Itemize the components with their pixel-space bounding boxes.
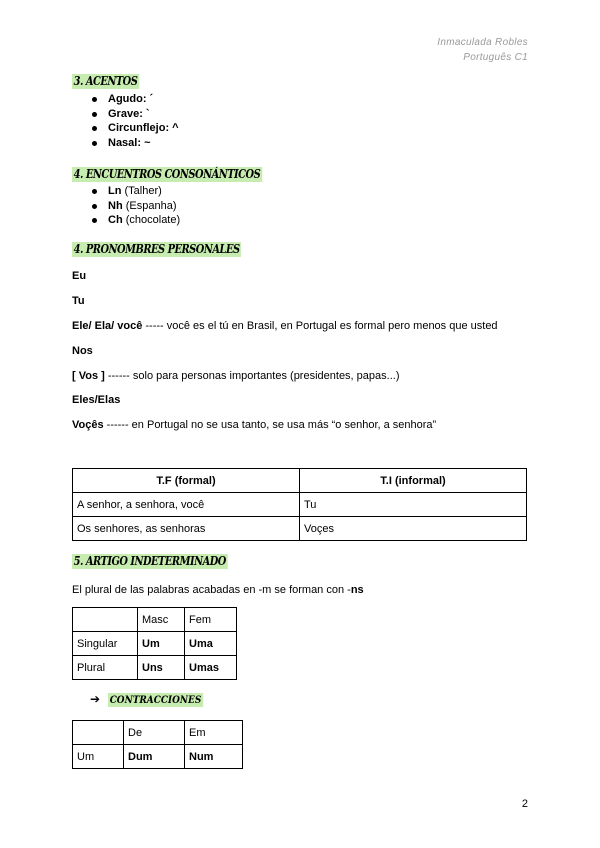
- table-cell: Plural: [73, 656, 138, 680]
- table-cell: Um: [138, 632, 185, 656]
- table-cell: [73, 721, 124, 745]
- header-author: Inmaculada Robles: [437, 37, 528, 48]
- table-cell: Uns: [138, 656, 185, 680]
- subsection-title-contracciones: CONTRACCIONES: [109, 694, 202, 706]
- contracciones-table: [72, 720, 243, 769]
- table-cell: Uma: [185, 632, 237, 656]
- list-item: Agudo: ´: [72, 92, 179, 107]
- table-row: [73, 745, 243, 769]
- table-header: T.F (formal): [73, 469, 300, 493]
- page-number: 2: [521, 798, 528, 810]
- table-cell: Fem: [185, 608, 237, 632]
- section-title-encuentros: 4. ENCUENTROS CONSONÁNTICOS: [73, 167, 261, 181]
- table-row: [73, 517, 527, 541]
- pronoun-voces: Voçês ------ en Portugal no se usa tanto, se usa más “o senhor, a senhora”: [72, 419, 437, 431]
- table-header-row: [73, 469, 527, 493]
- articulo-intro: El plural de las palabras acabadas en -m se forman con -ns: [72, 584, 364, 596]
- table-cell: Umas: [185, 656, 237, 680]
- formal-informal-table: [72, 468, 527, 541]
- table-cell: A senhor, a senhora, você: [73, 493, 300, 517]
- arrow-icon: ➔: [90, 692, 101, 706]
- encuentros-list: [72, 184, 180, 228]
- table-cell: Dum: [124, 745, 185, 769]
- list-item: Ln (Talher): [72, 184, 180, 199]
- table-row: [73, 721, 243, 745]
- table-cell: Voçes: [300, 517, 527, 541]
- list-item: Nasal: ~: [72, 136, 179, 151]
- section-title-acentos: 3. ACENTOS: [73, 74, 138, 88]
- table-header: T.I (informal): [300, 469, 527, 493]
- table-cell: De: [124, 721, 185, 745]
- table-row: [73, 656, 237, 680]
- section-title-articulo: 5. ARTIGO INDETERMINADO: [73, 554, 226, 568]
- acentos-list: [72, 92, 179, 150]
- table-cell: Um: [73, 745, 124, 769]
- table-cell: Os senhores, as senhoras: [73, 517, 300, 541]
- pronoun-tu: Tu: [72, 295, 85, 307]
- pronoun-ele: Ele/ Ela/ você ----- você es el tú en Brasil, en Portugal es formal pero menos que usted: [72, 320, 498, 332]
- list-item: Ch (chocolate): [72, 213, 180, 228]
- pronoun-vos: [ Vos ] ------ solo para personas importantes (presidentes, papas...): [72, 370, 400, 382]
- list-item: Grave: `: [72, 107, 179, 122]
- table-cell: Singular: [73, 632, 138, 656]
- table-cell: [73, 608, 138, 632]
- table-row: [73, 608, 237, 632]
- table-row: [73, 493, 527, 517]
- articulo-table: [72, 607, 237, 680]
- pronoun-eles: Eles/Elas: [72, 394, 121, 406]
- pronoun-nos: Nos: [72, 345, 93, 357]
- table-cell: Masc: [138, 608, 185, 632]
- table-cell: Tu: [300, 493, 527, 517]
- pronoun-eu: Eu: [72, 270, 87, 282]
- section-title-pronombres: 4. PRONOMBRES PERSONALES: [73, 242, 240, 256]
- table-row: [73, 632, 237, 656]
- list-item: Circunflejo: ^: [72, 121, 179, 136]
- list-item: Nh (Espanha): [72, 199, 180, 214]
- header-course: Português C1: [463, 52, 528, 63]
- table-cell: Num: [185, 745, 243, 769]
- table-cell: Em: [185, 721, 243, 745]
